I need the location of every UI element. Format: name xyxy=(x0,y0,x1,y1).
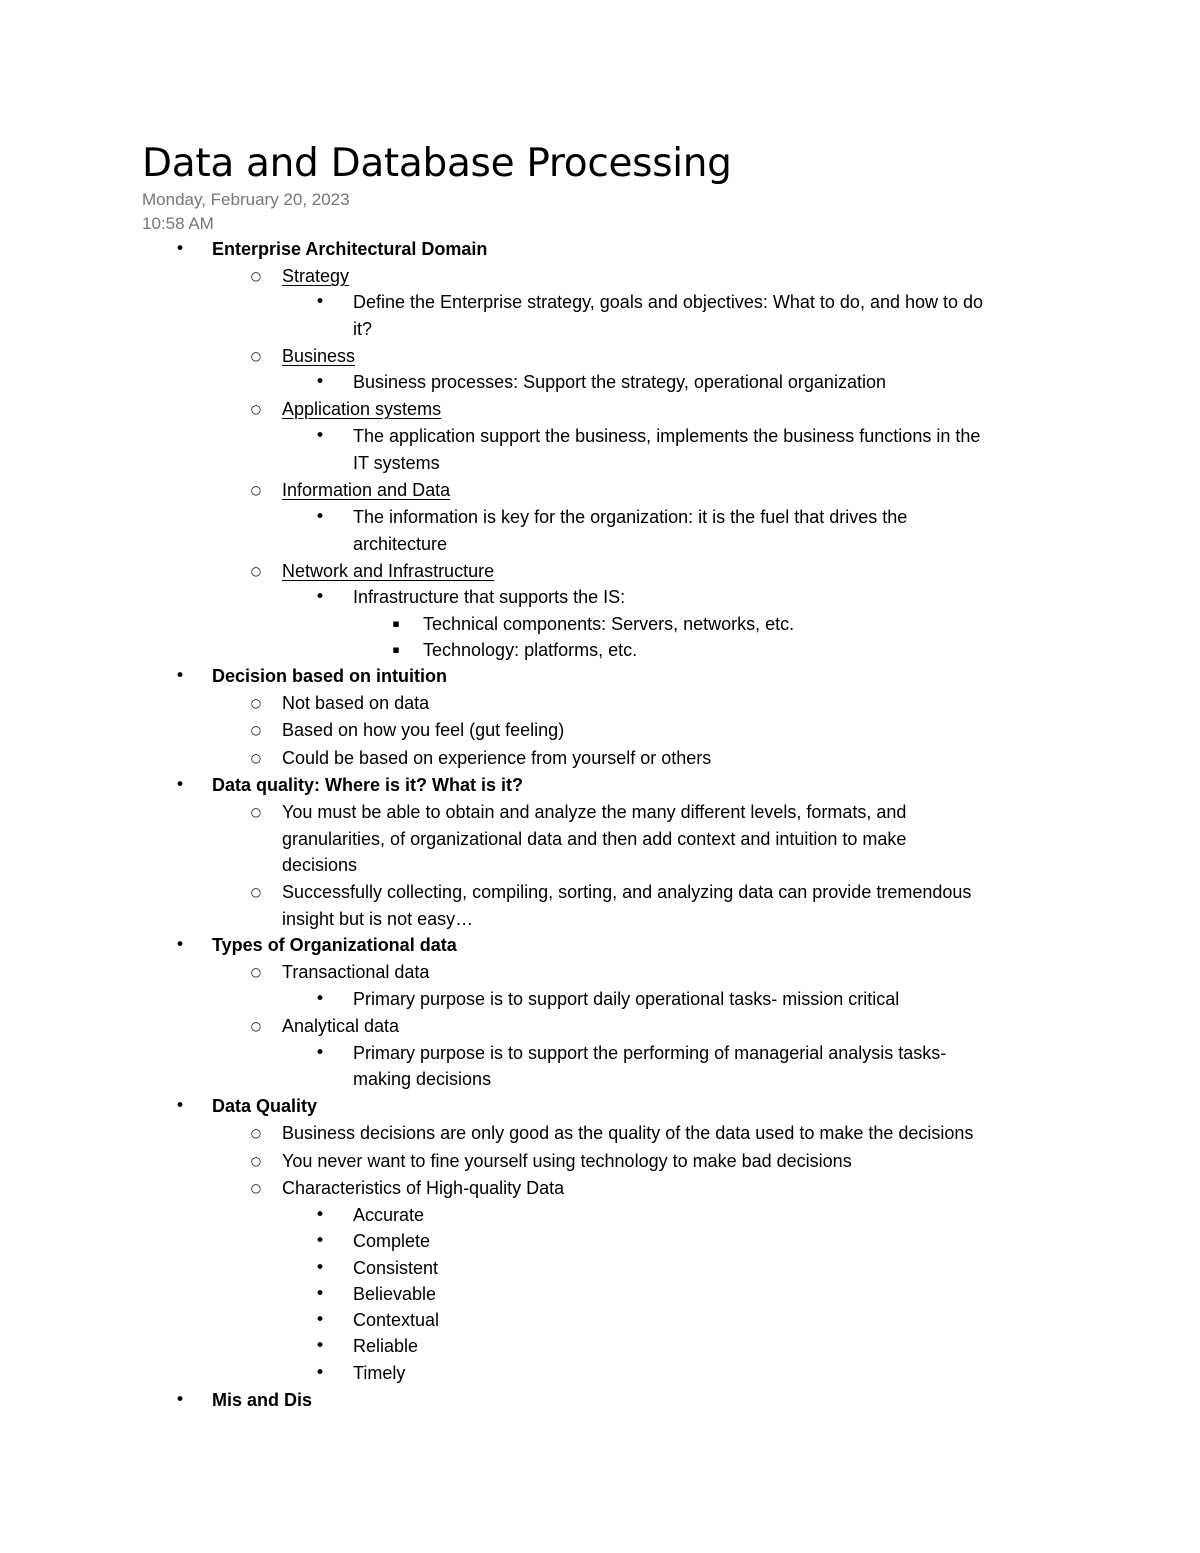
outline-text: Based on how you feel (gut feeling) xyxy=(282,720,565,740)
outline-line xyxy=(0,799,1200,825)
bullet-icon: • xyxy=(174,239,186,259)
bullet-icon: • xyxy=(174,775,186,795)
outline-text: Analytical data xyxy=(282,1016,400,1036)
outline-line xyxy=(0,316,1200,342)
bullet-icon: • xyxy=(174,666,186,686)
outline-text: You must be able to obtain and analyze the many different levels, formats, and xyxy=(282,802,907,822)
outline-text: it? xyxy=(353,319,373,339)
outline-line xyxy=(0,1387,1200,1413)
bullet-icon: • xyxy=(314,1258,326,1278)
outline-line xyxy=(0,959,1200,985)
outline-text: Timely xyxy=(353,1363,406,1383)
outline-line xyxy=(0,745,1200,771)
outline-text: Reliable xyxy=(353,1336,419,1356)
outline-text: decisions xyxy=(282,855,358,875)
outline-line xyxy=(0,477,1200,503)
outline-text: Technology: platforms, etc. xyxy=(423,640,638,660)
outline-line xyxy=(0,396,1200,422)
outline-line xyxy=(0,663,1200,689)
outline-text: architecture xyxy=(353,534,448,554)
outline-line xyxy=(0,717,1200,743)
outline-text: making decisions xyxy=(353,1069,492,1089)
outline-text: Types of Organizational data xyxy=(212,935,457,955)
bullet-icon: • xyxy=(314,426,326,446)
outline-text: Business xyxy=(282,346,356,366)
outline-line xyxy=(0,1255,1200,1281)
bullet-icon: • xyxy=(314,1363,326,1383)
outline-line xyxy=(0,369,1200,395)
outline-text: You never want to fine yourself using technology to make bad decisions xyxy=(282,1151,852,1171)
outline-line xyxy=(0,531,1200,557)
outline-text: Could be based on experience from yourself or others xyxy=(282,748,712,768)
outline-text: Technical components: Servers, networks, etc. xyxy=(423,614,795,634)
outline-text: granularities, of organizational data and then add context and intuition to make xyxy=(282,829,907,849)
hollow-circle-bullet-icon: ○ xyxy=(250,885,262,899)
hollow-circle-bullet-icon: ○ xyxy=(250,483,262,497)
outline-line xyxy=(0,1333,1200,1359)
hollow-circle-bullet-icon: ○ xyxy=(250,349,262,363)
outline-line xyxy=(0,611,1200,637)
hollow-circle-bullet-icon: ○ xyxy=(250,696,262,710)
hollow-circle-bullet-icon: ○ xyxy=(250,1019,262,1033)
bullet-icon: • xyxy=(314,1043,326,1063)
outline-line xyxy=(0,852,1200,878)
outline-text: Successfully collecting, compiling, sorting, and analyzing data can provide tremendous xyxy=(282,882,972,902)
hollow-circle-bullet-icon: ○ xyxy=(250,1181,262,1195)
hollow-circle-bullet-icon: ○ xyxy=(250,805,262,819)
outline-line xyxy=(0,423,1200,449)
outline-text: Business decisions are only good as the quality of the data used to make the decisions xyxy=(282,1123,974,1143)
note-time: 10:58 AM xyxy=(142,214,214,233)
bullet-icon: • xyxy=(314,587,326,607)
square-bullet-icon: ▪ xyxy=(392,617,400,630)
outline-line xyxy=(0,1093,1200,1119)
bullet-icon: • xyxy=(314,1284,326,1304)
outline-text: Infrastructure that supports the IS: xyxy=(353,587,626,607)
bullet-icon: • xyxy=(174,1096,186,1116)
bullet-icon: • xyxy=(314,1310,326,1330)
outline-line xyxy=(0,690,1200,716)
outline-line xyxy=(0,1307,1200,1333)
bullet-icon: • xyxy=(314,1336,326,1356)
outline-text: Define the Enterprise strategy, goals and objectives: What to do, and how to do xyxy=(353,292,984,312)
outline-text: Accurate xyxy=(353,1205,425,1225)
outline-line xyxy=(0,1175,1200,1201)
outline-line xyxy=(0,906,1200,932)
bullet-icon: • xyxy=(314,507,326,527)
outline-line xyxy=(0,263,1200,289)
hollow-circle-bullet-icon: ○ xyxy=(250,1154,262,1168)
hollow-circle-bullet-icon: ○ xyxy=(250,564,262,578)
outline-text: Data quality: Where is it? What is it? xyxy=(212,775,524,795)
outline-line xyxy=(0,289,1200,315)
outline-text: The information is key for the organization: it is the fuel that drives the xyxy=(353,507,908,527)
outline-line xyxy=(0,1360,1200,1386)
outline-text: Not based on data xyxy=(282,693,430,713)
outline-line xyxy=(0,772,1200,798)
bullet-icon: • xyxy=(314,989,326,1009)
outline-line xyxy=(0,558,1200,584)
hollow-circle-bullet-icon: ○ xyxy=(250,723,262,737)
hollow-circle-bullet-icon: ○ xyxy=(250,1126,262,1140)
outline-line xyxy=(0,1120,1200,1146)
outline-line xyxy=(0,343,1200,369)
outline-text: Contextual xyxy=(353,1310,440,1330)
outline-line xyxy=(0,1066,1200,1092)
bullet-icon: • xyxy=(314,372,326,392)
hollow-circle-bullet-icon: ○ xyxy=(250,402,262,416)
outline-line xyxy=(0,450,1200,476)
outline-text: Business processes: Support the strategy, operational organization xyxy=(353,372,886,392)
outline-line xyxy=(0,1040,1200,1066)
hollow-circle-bullet-icon: ○ xyxy=(250,751,262,765)
outline-line xyxy=(0,1202,1200,1228)
outline-text: Believable xyxy=(353,1284,437,1304)
outline-line xyxy=(0,1148,1200,1174)
outline-line xyxy=(0,637,1200,663)
outline-text: Consistent xyxy=(353,1258,439,1278)
outline-text: IT systems xyxy=(353,453,440,473)
outline-text: Primary purpose is to support daily operational tasks- mission critical xyxy=(353,989,900,1009)
outline-text: Strategy xyxy=(282,266,350,286)
hollow-circle-bullet-icon: ○ xyxy=(250,269,262,283)
outline-text: Mis and Dis xyxy=(212,1390,313,1410)
outline-line xyxy=(0,1013,1200,1039)
outline-line xyxy=(0,504,1200,530)
page-title: Data and Database Processing xyxy=(142,141,732,186)
outline-text: Data Quality xyxy=(212,1096,318,1116)
bullet-icon: • xyxy=(314,1205,326,1225)
bullet-icon: • xyxy=(314,1231,326,1251)
outline-text: Application systems xyxy=(282,399,442,419)
hollow-circle-bullet-icon: ○ xyxy=(250,965,262,979)
bullet-icon: • xyxy=(174,935,186,955)
outline-text: Enterprise Architectural Domain xyxy=(212,239,488,259)
square-bullet-icon: ▪ xyxy=(392,643,400,656)
outline-text: The application support the business, implements the business functions in the xyxy=(353,426,981,446)
outline-line xyxy=(0,584,1200,610)
note-date: Monday, February 20, 2023 xyxy=(142,190,350,209)
outline-line xyxy=(0,236,1200,262)
outline-line xyxy=(0,826,1200,852)
outline-text: Network and Infrastructure xyxy=(282,561,495,581)
outline-text: Characteristics of High-quality Data xyxy=(282,1178,565,1198)
outline-text: Complete xyxy=(353,1231,431,1251)
bullet-icon: • xyxy=(174,1390,186,1410)
bullet-icon: • xyxy=(314,292,326,312)
outline-line xyxy=(0,879,1200,905)
outline-text: Primary purpose is to support the performing of managerial analysis tasks- xyxy=(353,1043,947,1063)
outline-text: insight but is not easy… xyxy=(282,909,474,929)
outline-line xyxy=(0,1281,1200,1307)
outline-text: Decision based on intuition xyxy=(212,666,448,686)
outline-line xyxy=(0,986,1200,1012)
outline-text: Information and Data xyxy=(282,480,451,500)
outline-text: Transactional data xyxy=(282,962,430,982)
outline-line xyxy=(0,1228,1200,1254)
outline-line xyxy=(0,932,1200,958)
